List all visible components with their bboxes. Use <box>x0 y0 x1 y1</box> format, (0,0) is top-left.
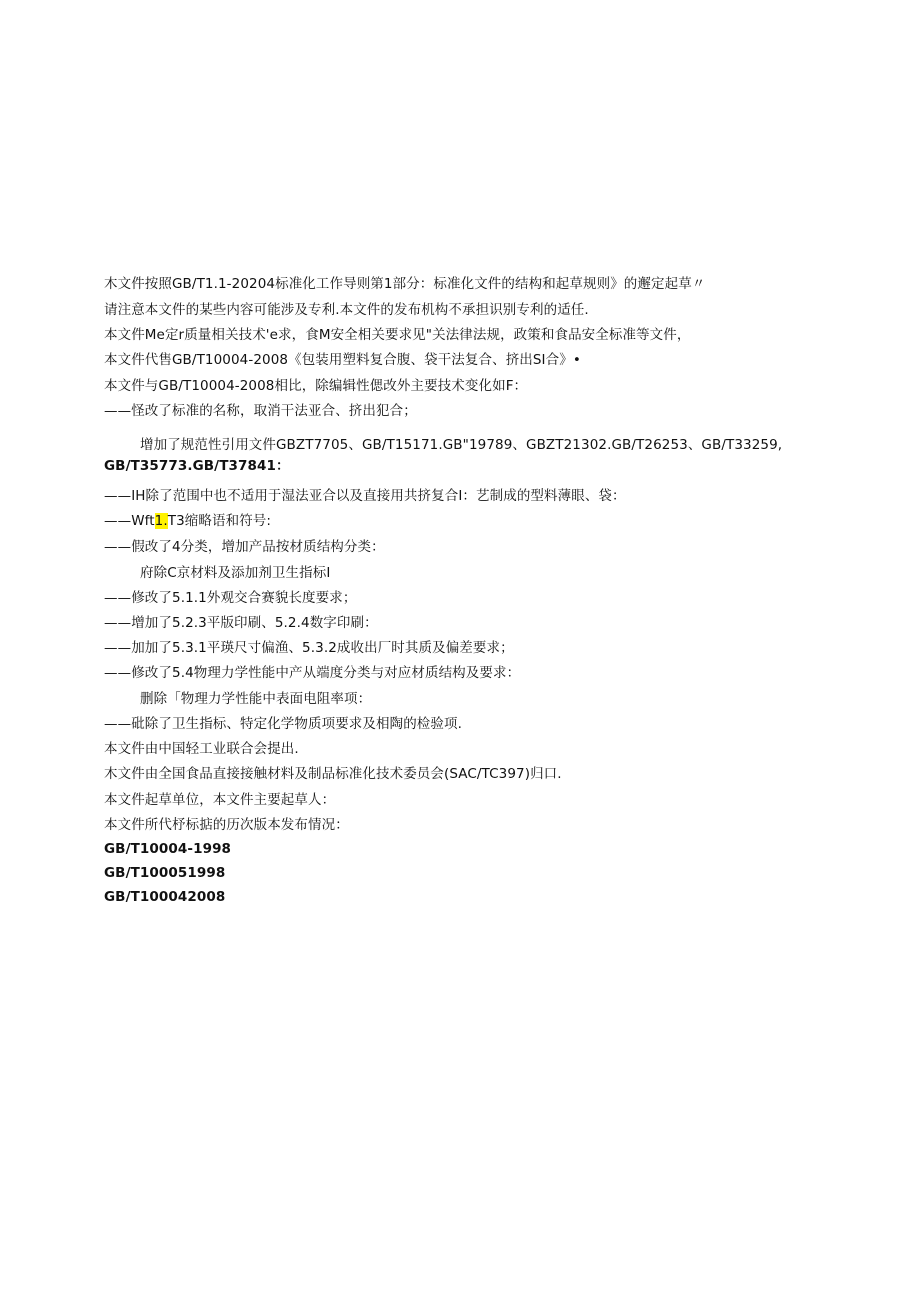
change-item-classification: ——假改了4分类，增加产品按材质结构分类： <box>104 539 385 555</box>
change-item-scope: ——IH除了范围中也不适用于湿法亚合以及直接用共挤复合I：艺制成的型料薄眼、袋： <box>104 488 626 504</box>
change-item-normative-refs-cont: GB/T35773.GB/T37841： <box>104 458 290 474</box>
version-history-item: GB/T100051998 <box>104 865 226 881</box>
line-under-jurisdiction: 木文件由全国食品直接接触材料及制品标准化技术委员会(SAC/TC397)归口. <box>104 766 562 782</box>
version-history-item: GB/T10004-1998 <box>104 841 232 857</box>
change-item-normative-refs: 增加了规范性引用文件GBZT7705、GB/T15171.GB"19789、GBZT21302.GB/T26253、GB/T33259, <box>140 437 783 453</box>
line-version-history: 本文件所代杼标掂的历次版本发布情况： <box>104 817 349 833</box>
change-item-hygiene-indicators: ——砒除了卫生指标、特定化学物质项要求及相陶的检验项. <box>104 716 462 732</box>
line-changes-intro: 本文件与GB/T10004-2008相比，除编辑性偲改外主要技术变化如F： <box>104 378 528 394</box>
change-item-mechanical-properties: ——修改了5.4物理力学性能中产从端度分类与对应材质结构及要求： <box>104 665 521 681</box>
version-history-item: GB/T100042008 <box>104 889 226 905</box>
change-item-raw-material: 府除C京材料及添加剂卫生指标I <box>140 565 331 581</box>
change-item-name: ——怪改了标准的名称，取消干法亚合、挤出犯合； <box>104 403 417 419</box>
line-drafting-units: 本文件起草单位，本文件主要起草人： <box>104 792 336 808</box>
abbreviations-suffix: T3缩略语和符号: <box>167 513 272 529</box>
line-replaces-standard: 本文件代售GB/T10004-2008《包装用塑料复合腹、袋干法复合、挤出SI合》• <box>104 352 581 368</box>
line-quality-requirements: 本文件Me定r质量相关技术'e求，食M安全相关要求见"关法律法规，政策和食品安全标准等文件， <box>104 327 691 343</box>
abbreviations-prefix: ——Wft <box>104 513 155 529</box>
change-item-dimension-deviation: ——加加了5.3.1平瑛尺寸偏渔、5.3.2成收出厂时其质及偏差要求； <box>104 640 514 656</box>
change-item-printing: ——增加了5.2.3平版印刷、5.2.4数字印刷： <box>104 615 378 631</box>
line-proposed-by: 本文件由中国轻工业联合会提出. <box>104 741 299 757</box>
line-drafting-rules: 木文件按照GB/T1.1-20204标准化工作导则第1部分：标准化文件的结构和起草规则》的邂定起草〃 <box>104 276 706 292</box>
change-item-surface-resistance: 删除「物理力学性能中表面电阻率项： <box>140 691 372 707</box>
change-item-abbreviations <box>104 512 271 530</box>
line-patent-notice: 请注意本文件的某些内容可能涉及专利.本文件的发布机构不承担识别专利的适任. <box>104 302 589 318</box>
change-item-appearance: ——修改了5.1.1外观交合赛貌长度要求； <box>104 590 357 606</box>
highlighted-text: 1. <box>154 513 168 529</box>
